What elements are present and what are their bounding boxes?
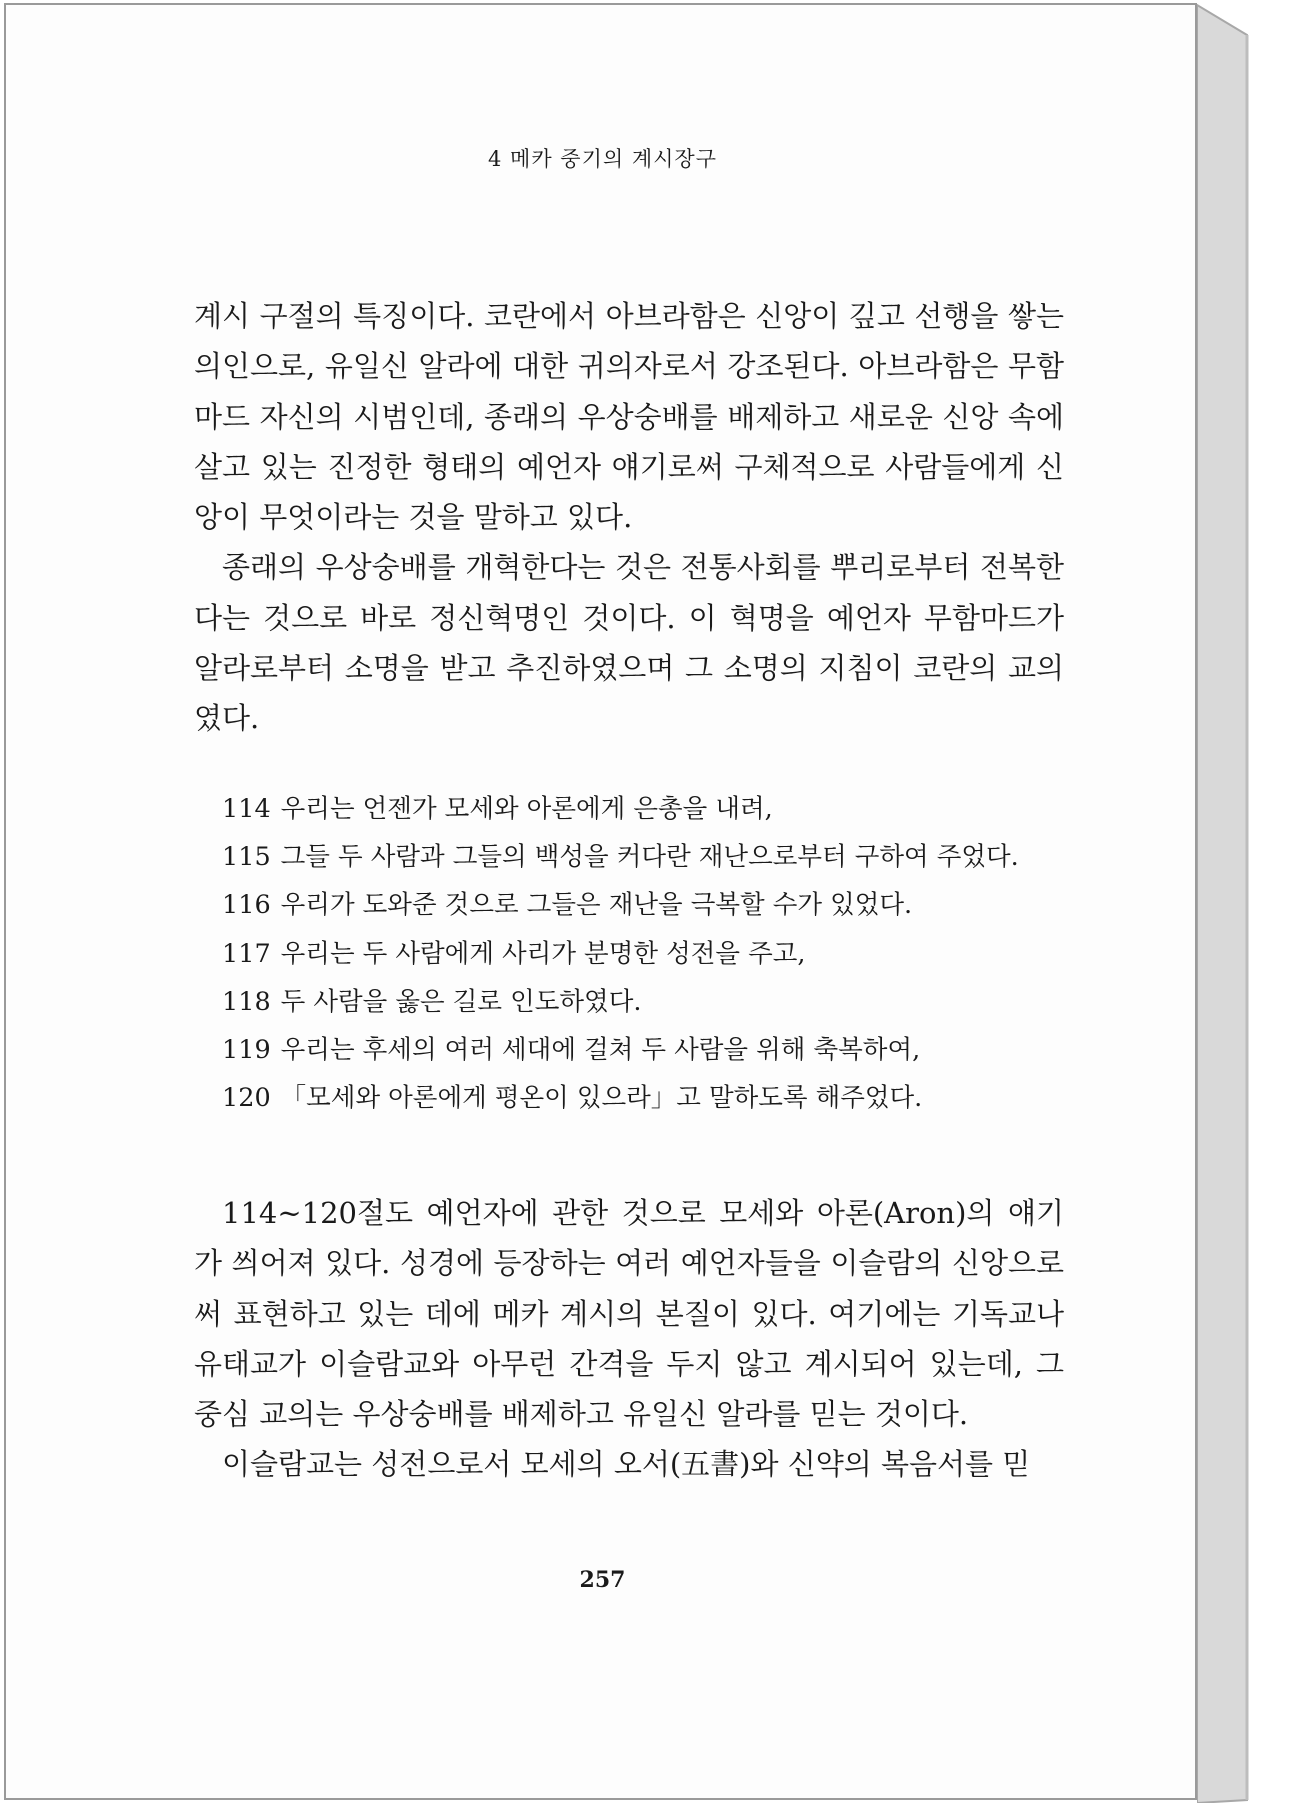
verse-number: 118 [222,986,271,1017]
running-head: 4 메카 중기의 계시장구 [488,147,717,171]
paragraph: 계시 구절의 특징이다. 코란에서 아브라함은 신앙이 깊고 선행을 쌓는 의인으로, 유일신 알라에 대한 귀의자로서 강조된다. 아브라함은 무함마드 자신의 시범인데, 종래의 우상숭배를 배제하고 새로운 신앙 속에 살고 있는 진정한 형태의 예언자 얘기로써 구체적으로 사람들에게 신앙이 무엇이라는 것을 말하고 있다. [194,299,1064,535]
verse-text: 우리는 두 사람에게 사리가 분명한 성전을 주고, [280,938,806,969]
verse-number: 115 [222,842,271,873]
body-text-top [194,291,1064,744]
verse-text: 우리는 언젠가 모세와 아론에게 은총을 내려, [280,794,773,824]
paragraph: 종래의 우상숭배를 개혁한다는 것은 전통사회를 뿌리로부터 전복한다는 것으로 바로 정신혁명인 것이다. 이 혁명을 예언자 무함마드가 알라로부터 소명을 받고 추진하였으며 그 소명의 지침이 코란의 교의였다. [194,550,1064,736]
verse-text: 두 사람을 옳은 길로 인도하였다. [280,986,642,1017]
book-page [4,3,1197,1800]
verse-line [222,833,1072,881]
paragraph: 이슬람교는 성전으로서 모세의 오서(五書)와 신약의 복음서를 믿 [222,1447,1031,1482]
verse-list [222,785,1072,1122]
verse-line [222,785,1072,833]
verse-text: 우리는 후세의 여러 세대에 걸쳐 두 사람을 위해 축복하여, [280,1035,921,1066]
verse-number: 120 [222,1083,271,1114]
verse-number: 119 [222,1035,271,1066]
verse-line [222,1026,1072,1074]
verse-line [222,930,1072,978]
verse-text: 그들 두 사람과 그들의 백성을 커다란 재난으로부터 구하여 주었다. [280,842,1019,873]
page-number: 257 [579,1567,626,1593]
verse-text: 우리가 도와준 것으로 그들은 재난을 극복할 수가 있었다. [280,890,913,921]
verse-number: 117 [222,938,271,969]
paragraph: 114~120절도 예언자에 관한 것으로 모세와 아론(Aron)의 얘기가 씌어져 있다. 성경에 등장하는 여러 예언자들을 이슬람의 신앙으로써 표현하고 있는 데에 메카 계시의 본질이 있다. 여기에는 기독교나 유태교가 이슬람교와 아무런 간격을 두지 않고 계시되어 있는데, 그 중심 교의는 우상숭배를 배제하고 유일신 알라를 믿는 것이다. [194,1196,1064,1432]
verse-text: 「모세와 아론에게 평온이 있으라」고 말하도록 해주었다. [280,1083,923,1114]
verse-number: 114 [222,794,271,824]
body-text-bottom [194,1188,1064,1490]
verse-line [222,978,1072,1026]
book-edge-shape [1197,3,1307,1803]
verse-line [222,1074,1072,1122]
verse-line [222,881,1072,929]
verse-number: 116 [222,890,271,921]
